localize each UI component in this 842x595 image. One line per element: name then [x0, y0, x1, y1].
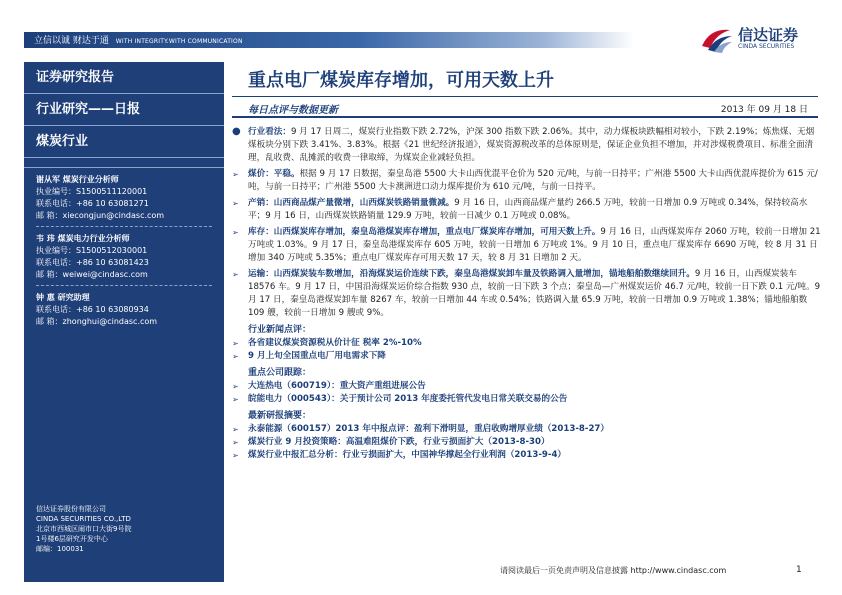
analyst-email[interactable]: 邮 箱：weiwei@cindasc.com [36, 270, 148, 279]
company-name-cn: 信达证券股份有限公司 [36, 505, 106, 513]
analyst-block [24, 286, 224, 328]
company-address [36, 504, 131, 554]
analyst-email[interactable]: 邮 箱：xiecongjun@cindasc.com [36, 211, 165, 220]
paragraph-text: 9 月 17 日周二，煤炭行业指数下跌 2.72%，沪深 300 指数下跌 2.06%。其中，动力煤板块跌幅相对较小，下跌 2.19%；炼焦煤、无烟煤板块分别下跌 3.41%、3.83%。根据《21 世纪经济报道》，煤炭资源税改革的总体原则是，保证企业负担不增加，并对涉煤税费项目、标准全面清理，乱收费、乱摊派的收费一律取缔，为煤炭企业减轻负担。 [248, 127, 815, 163]
bullet-arrow-icon: ➢ [232, 395, 239, 404]
company-item-text: 大连热电（600719）：重大资产重组进展公告 [248, 381, 426, 391]
tagline-en: WITH INTEGRITY.WITH COMMUNICATION [115, 38, 243, 45]
paragraph-lead: 运输：山西煤炭装车数增加，沿海煤炭运价连续下跌，秦皇岛港煤炭卸车量及铁路调入量增加，锚地船舶数继续回升。 [248, 269, 695, 279]
analyst-phone: 联系电话：+86 10 63080934 [36, 305, 149, 314]
bullet-arrow-icon: ➢ [232, 170, 239, 179]
company-logo [700, 22, 830, 56]
analyst-email[interactable]: 邮 箱：zhonghui@cindasc.com [36, 317, 158, 326]
analyst-license: 执业编号：S1500512030001 [36, 246, 148, 255]
news-item-text: 9 月上旬全国重点电厂用电需求下降 [248, 351, 386, 361]
research-item[interactable] [232, 449, 822, 462]
body-paragraph [232, 168, 822, 194]
bullet-arrow-icon: ➢ [232, 438, 239, 447]
analyst-license: 执业编号：S1500511120001 [36, 187, 148, 196]
research-item-text: 煤炭行业 9 月投资策略：高温难阻煤价下跌，行业亏损面扩大（2013-8-30） [248, 437, 550, 447]
tagline [34, 33, 243, 46]
research-item[interactable] [232, 423, 822, 436]
bullet-arrow-icon: ➢ [232, 270, 239, 279]
news-item[interactable] [232, 350, 822, 363]
analyst-name: 韦 玮 煤炭电力行业分析师 [36, 234, 130, 243]
bullet-arrow-icon: ➢ [232, 339, 239, 348]
analyst-name: 谢从军 煤炭行业分析师 [36, 175, 119, 184]
report-body [232, 126, 822, 462]
analyst-name: 钟 惠 研究助理 [36, 293, 90, 302]
paragraph-lead: 煤价：平稳。 [248, 169, 300, 179]
company-item[interactable] [232, 380, 822, 393]
logo-mark-icon [700, 24, 734, 54]
paragraph-text: 9 月 16 日，山西煤炭库存 2060 万吨，较前一日增加 21 万吨或 1.03%。9 月 17 日，秦皇岛港煤炭库存 605 万吨，较前一日增加 6 万吨或 1%。9 月 10 日，重点电厂煤炭库存 6690 万吨，较 8 月 31 日增加 340 万吨或 5.35%；重点电厂煤炭库存可用天数 17 天，较 8 月 31 日增加 2 天。 [248, 227, 821, 263]
analyst-block [24, 227, 224, 281]
company-item[interactable] [232, 393, 822, 406]
company-section-label: 重点公司跟踪： [248, 368, 312, 378]
sidebar [24, 62, 224, 582]
company-postcode: 邮编：100031 [36, 545, 84, 553]
analyst-phone: 联系电话：+86 10 63081271 [36, 199, 149, 208]
body-paragraph [232, 268, 822, 320]
page-number: 1 [796, 565, 802, 575]
research-item[interactable] [232, 436, 822, 449]
sidebar-report-type: 证券研究报告 [24, 62, 224, 94]
body-paragraph [232, 126, 822, 165]
bullet-arrow-icon: ➢ [232, 425, 239, 434]
company-address-line: 北京市西城区闹市口大街9号院 [36, 525, 132, 533]
bullet-arrow-icon: ➢ [232, 199, 239, 208]
body-paragraph [232, 197, 822, 223]
disclaimer-note[interactable]: 请阅读最后一页免责声明及信息披露 http://www.cindasc.com [500, 566, 727, 575]
paragraph-lead: 产销：山西商品煤产量微增，山西煤炭铁路销量微减。 [248, 198, 455, 208]
research-item-text: 煤炭行业中报汇总分析：行业亏损面扩大，中国神华撑起全行业利润（2013-9-4） [248, 450, 567, 460]
company-address-line: 1号楼6层研究开发中心 [36, 535, 108, 543]
body-paragraph [232, 226, 822, 265]
analyst-phone: 联系电话：+86 10 63081423 [36, 258, 149, 267]
research-item-text: 永泰能源（600157）2013 年中报点评：盈利下滑明显，重启收购增厚业绩（2013-8-27） [248, 424, 609, 434]
bullet-arrow-icon: ➢ [232, 352, 239, 361]
sidebar-industry: 煤炭行业 [24, 126, 224, 158]
paragraph-lead: 库存：山西煤炭库存增加，秦皇岛港煤炭库存增加，重点电厂煤炭库存增加，可用天数上升。 [248, 227, 601, 237]
company-name-en: CINDA SECURITIES CO.,LTD [36, 515, 131, 523]
tagline-cn: 立信以诚 财达于通 [34, 36, 109, 46]
sidebar-divider [24, 158, 224, 168]
bullet-arrow-icon: ➢ [232, 451, 239, 460]
paragraph-lead: 行业看法： [248, 127, 291, 137]
news-section-label: 行业新闻点评： [248, 325, 312, 335]
paragraph-text: 根据 9 月 17 日数据，秦皇岛港 5500 大卡山西优混平仓价为 520 元/吨，与前一日持平；广州港 5500 大卡山西优混库提价为 615 元/吨，与前一日持平；广州港 5500 大卡澳洲进口动力煤库提价为 610 元/吨，与前一日持平。 [248, 169, 818, 192]
research-section-label: 最新研报摘要： [248, 411, 312, 421]
bullet-dot-icon: ● [232, 126, 241, 137]
analyst-block [24, 168, 224, 222]
report-subheader [232, 96, 818, 118]
paragraph-text: 9 月 16 日，山西商品煤产量约 266.5 万吨，较前一日增加 0.9 万吨或 0.34%，保持较高水平；9 月 16 日，山西煤炭铁路销量 129.9 万吨，较前一日减少 0.1 万吨或 0.08%。 [248, 198, 808, 221]
report-title: 重点电厂煤炭库存增加，可用天数上升 [248, 70, 554, 91]
paragraph-text: 9 月 16 日，山西煤炭装车 18576 车。9 月 17 日，中国沿海煤炭运价综合指数 930 点，较前一日下跌 3 个点；秦皇岛—广州煤炭运价 46.7 元/吨，较前一日下跌 0.1 元/吨。9 月 17 日，秦皇岛港煤炭卸车量 8267 车，较前一日增加 44 车或 0.54%；铁路调入量 65.9 万吨，较前一日增加 0.9 万吨或 1.38%；锚地船舶数 109 艘，较前一日增加 9 艘或 9%。 [248, 269, 821, 318]
logo-text-en: CINDA SECURITIES [738, 43, 795, 50]
news-item-text: 各省建议煤炭资源税从价计征 税率 2%-10% [248, 338, 422, 348]
report-type-label: 每日点评与数据更新 [248, 105, 338, 116]
sidebar-report-category: 行业研究——日报 [24, 94, 224, 126]
logo-text-cn: 信达证券 [738, 26, 799, 44]
news-item[interactable] [232, 337, 822, 350]
top-banner [0, 0, 842, 62]
report-date: 2013 年 09 月 18 日 [720, 105, 808, 115]
bullet-arrow-icon: ➢ [232, 382, 239, 391]
bullet-arrow-icon: ➢ [232, 228, 239, 237]
company-item-text: 皖能电力（000543）：关于预计公司 2013 年度委托管代发电日常关联交易的公告 [248, 394, 568, 404]
